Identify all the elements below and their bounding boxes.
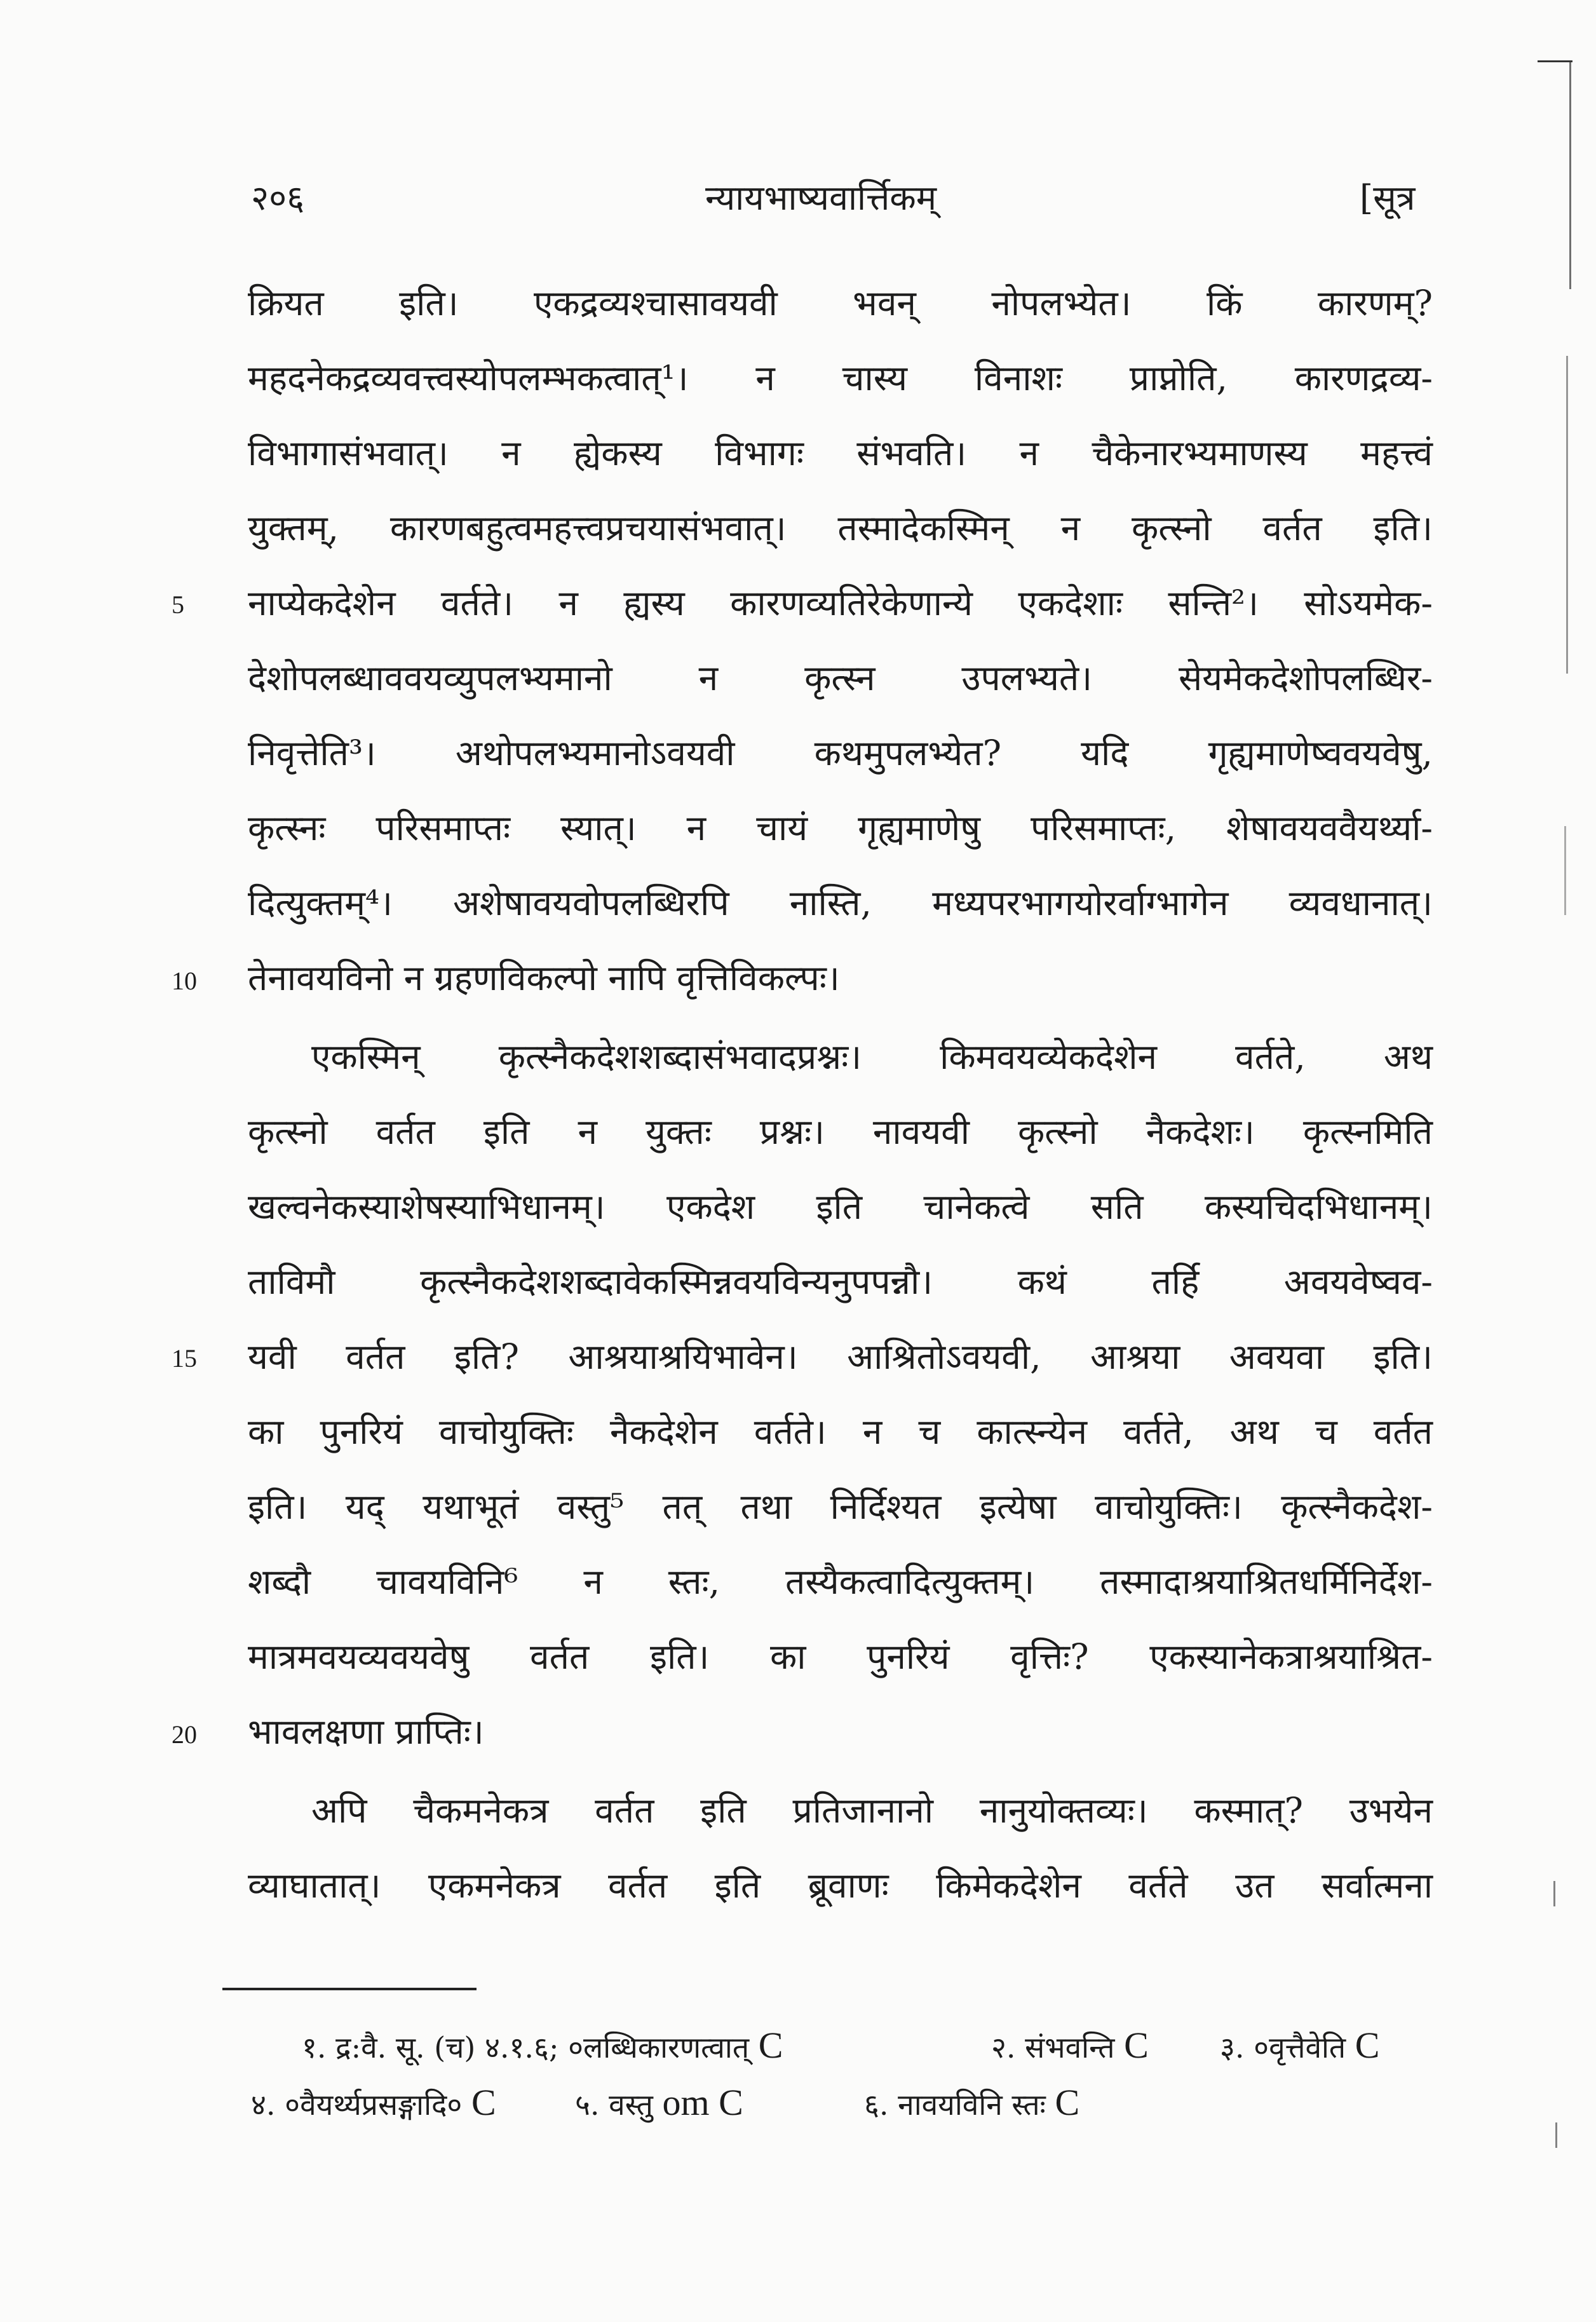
- text-line: शब्दौ चावयविनि⁶ न स्तः, तस्यैकत्वादित्युक्तम्। तस्मादाश्रयाश्रितधर्मिनिर्देश-: [248, 1561, 1433, 1602]
- text-line: व्याघातात्। एकमनेकत्र वर्तत इति ब्रूवाणः किमेकदेशेन वर्तते उत सर्वात्मना: [248, 1865, 1433, 1906]
- running-title: न्यायभाष्यवार्त्तिकम्: [705, 178, 937, 218]
- text-line: दित्युक्तम्⁴। अशेषावयवोपलब्धिरपि नास्ति, मध्यपरभागयोरर्वाग्भागेन व्यवधानात्।: [248, 883, 1433, 923]
- text-line: मात्रमवयव्यवयवेषु वर्तत इति। का पुनरियं वृत्तिः? एकस्यानेकत्राश्रयाश्रित-: [248, 1636, 1433, 1677]
- footnote: [251, 2084, 496, 2121]
- scan-artifact: [1553, 1881, 1555, 1906]
- text-line: नाप्येकदेशेन वर्तते। न ह्यस्य कारणव्यतिरेकेणान्ये एकदेशाः सन्ति²। सोऽयमेक-: [248, 583, 1433, 623]
- text-line: कृत्स्नो वर्तत इति न युक्तः प्रश्नः। नावयवी कृत्स्नो नैकदेशः। कृत्स्नमिति: [248, 1111, 1433, 1152]
- text-line: इति। यद् यथाभूतं वस्तु⁵ तत् तथा निर्दिश्यत इत्येषा वाचोयुक्तिः। कृत्स्नैकदेश-: [248, 1486, 1433, 1527]
- manuscript-siglum: C: [1124, 2025, 1149, 2066]
- manuscript-siglum: C: [471, 2082, 496, 2123]
- text-line: युक्तम्, कारणबहुत्वमहत्त्वप्रचयासंभवात्। तस्मादेकस्मिन् न कृत्स्नो वर्तत इति।: [248, 508, 1433, 548]
- text-line: क्रियत इति। एकद्रव्यश्चासावयवी भवन् नोपलभ्येत। किं कारणम्?: [248, 283, 1433, 323]
- line-number: 20: [172, 1720, 197, 1749]
- manuscript-siglum: C: [758, 2025, 783, 2066]
- text-line: भावलक्षणा प्राप्तिः।: [248, 1711, 484, 1752]
- footnote-text: १. द्र:वै. सू. (च) ४.१.६; ०लब्धिकारणत्वात्: [302, 2030, 750, 2065]
- scan-artifact: [1555, 2122, 1557, 2148]
- manuscript-siglum: C: [1355, 2025, 1380, 2066]
- footnote: [991, 2027, 1149, 2064]
- footnote: [302, 2027, 783, 2064]
- scan-artifact: [1564, 826, 1566, 915]
- omission-note: om C: [662, 2082, 743, 2123]
- footnote-separator: [222, 1988, 477, 1990]
- scan-artifact: [1566, 356, 1568, 674]
- text-line: ताविमौ कृत्स्नैकदेशशब्दावेकस्मिन्नवयविन्यनुपपन्नौ। कथं तर्हि अवयवेष्वव-: [248, 1261, 1433, 1302]
- line-number: 5: [172, 590, 184, 619]
- line-number: 10: [172, 967, 197, 995]
- text-line: का पुनरियं वाचोयुक्तिः नैकदेशेन वर्तते। न च कात्स्न्येन वर्तते, अथ च वर्तत: [248, 1411, 1433, 1452]
- page-number: २०६: [251, 178, 305, 218]
- line-number: 15: [172, 1344, 197, 1373]
- footnote-text: ५. वस्तु: [575, 2088, 653, 2122]
- text-line: खल्वनेकस्याशेषस्याभिधानम्। एकदेश इति चानेकत्वे सति कस्यचिदभिधानम्।: [248, 1186, 1433, 1227]
- footnote-text: ३. ०वृत्तैवेति: [1220, 2030, 1346, 2065]
- text-line: यवी वर्तत इति? आश्रयाश्रयिभावेन। आश्रितोऽवयवी, आश्रया अवयवा इति।: [248, 1336, 1433, 1377]
- text-line: एकस्मिन् कृत्स्नैकदेशशब्दासंभवादप्रश्नः। किमवयव्येकदेशेन वर्तते, अथ: [311, 1036, 1433, 1077]
- footnote-text: ६. नावयविनि स्तः: [864, 2088, 1046, 2122]
- scan-artifact: [1538, 60, 1572, 62]
- section-label: [सूत्र: [1360, 178, 1416, 218]
- footnote: [575, 2084, 743, 2121]
- footnote-text: २. संभवन्ति: [991, 2030, 1115, 2065]
- manuscript-siglum: C: [1055, 2082, 1080, 2123]
- footnote-text: ४. ०वैयर्थ्यप्रसङ्गादि०: [251, 2088, 463, 2122]
- text-line: देशोपलब्धाववयव्युपलभ्यमानो न कृत्स्न उपलभ्यते। सेयमेकदेशोपलब्धिर-: [248, 658, 1433, 698]
- text-line: कृत्स्नः परिसमाप्तः स्यात्। न चायं गृह्यमाणेषु परिसमाप्तः, शेषावयववैयर्थ्या-: [248, 808, 1433, 848]
- text-line: विभागासंभवात्। न ह्येकस्य विभागः संभवति। न चैकेनारभ्यमाणस्य महत्त्वं: [248, 433, 1433, 473]
- text-line: महदनेकद्रव्यवत्त्वस्योपलम्भकत्वात्¹। न चास्य विनाशः प्राप्नोति, कारणद्रव्य-: [248, 358, 1433, 398]
- scan-artifact: [1569, 60, 1571, 289]
- text-line: तेनावयविनो न ग्रहणविकल्पो नापि वृत्तिविकल्पः।: [248, 958, 840, 998]
- text-line: अपि चैकमनेकत्र वर्तत इति प्रतिजानानो नानुयोक्तव्यः। कस्मात्? उभयेन: [311, 1790, 1433, 1831]
- text-line: निवृत्तेति³। अथोपलभ्यमानोऽवयवी कथमुपलभ्येत? यदि गृह्यमाणेष्ववयवेषु,: [248, 733, 1433, 773]
- footnote: [1220, 2027, 1379, 2064]
- footnote: [864, 2084, 1079, 2121]
